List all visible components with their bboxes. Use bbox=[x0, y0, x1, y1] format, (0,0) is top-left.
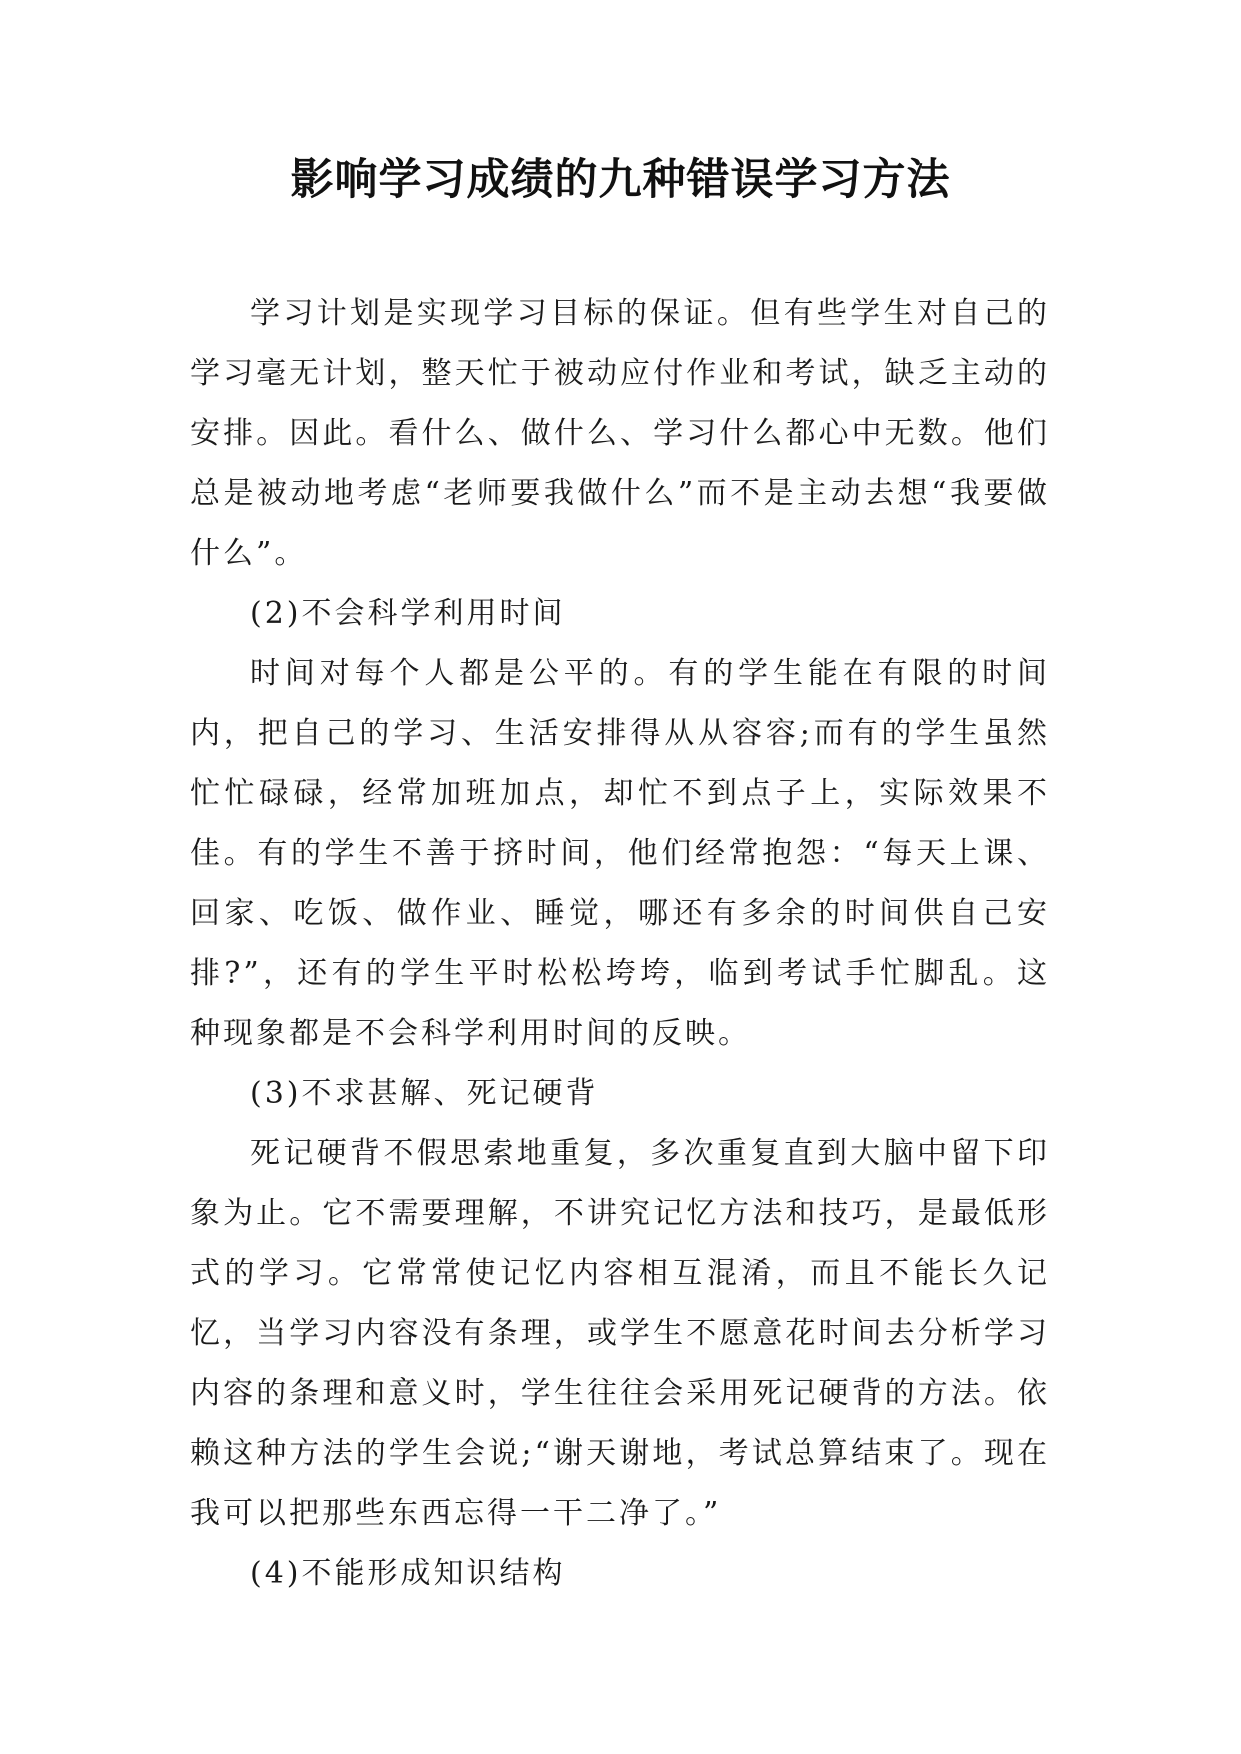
document-title: 影响学习成绩的九种错误学习方法 bbox=[290, 155, 951, 205]
document-body bbox=[190, 284, 1050, 1604]
paragraph-study-plan: 学习计划是实现学习目标的保证。但有些学生对自己的学习毫无计划，整天忙于被动应付作业和考试，缺乏主动的安排。因此。看什么、做什么、学习什么都心中无数。他们总是被动地考虑“老师要我做什么”而不是主动去想“我要做什么”。 bbox=[190, 296, 1050, 571]
section-heading-3: (3)不求甚解、死记硬背 bbox=[250, 1076, 599, 1111]
paragraph-time-use: 时间对每个人都是公平的。有的学生能在有限的时间内，把自己的学习、生活安排得从从容容;而有的学生虽然忙忙碌碌，经常加班加点，却忙不到点子上，实际效果不佳。有的学生不善于挤时间，他们经常抱怨：“每天上课、回家、吃饭、做作业、睡觉，哪还有多余的时间供自己安排?”，还有的学生平时松松垮垮，临到考试手忙脚乱。这种现象都是不会科学利用时间的反映。 bbox=[190, 656, 1050, 1051]
paragraph-rote-learning: 死记硬背不假思索地重复，多次重复直到大脑中留下印象为止。它不需要理解，不讲究记忆方法和技巧，是最低形式的学习。它常常使记忆内容相互混淆，而且不能长久记忆，当学习内容没有条理，或学生不愿意花时间去分析学习内容的条理和意义时，学生往往会采用死记硬背的方法。依赖这种方法的学生会说;“谢天谢地，考试总算结束了。现在我可以把那些东西忘得一干二净了。” bbox=[190, 1136, 1050, 1531]
section-heading-4: (4)不能形成知识结构 bbox=[250, 1556, 566, 1591]
section-heading-2: (2)不会科学利用时间 bbox=[250, 596, 566, 631]
